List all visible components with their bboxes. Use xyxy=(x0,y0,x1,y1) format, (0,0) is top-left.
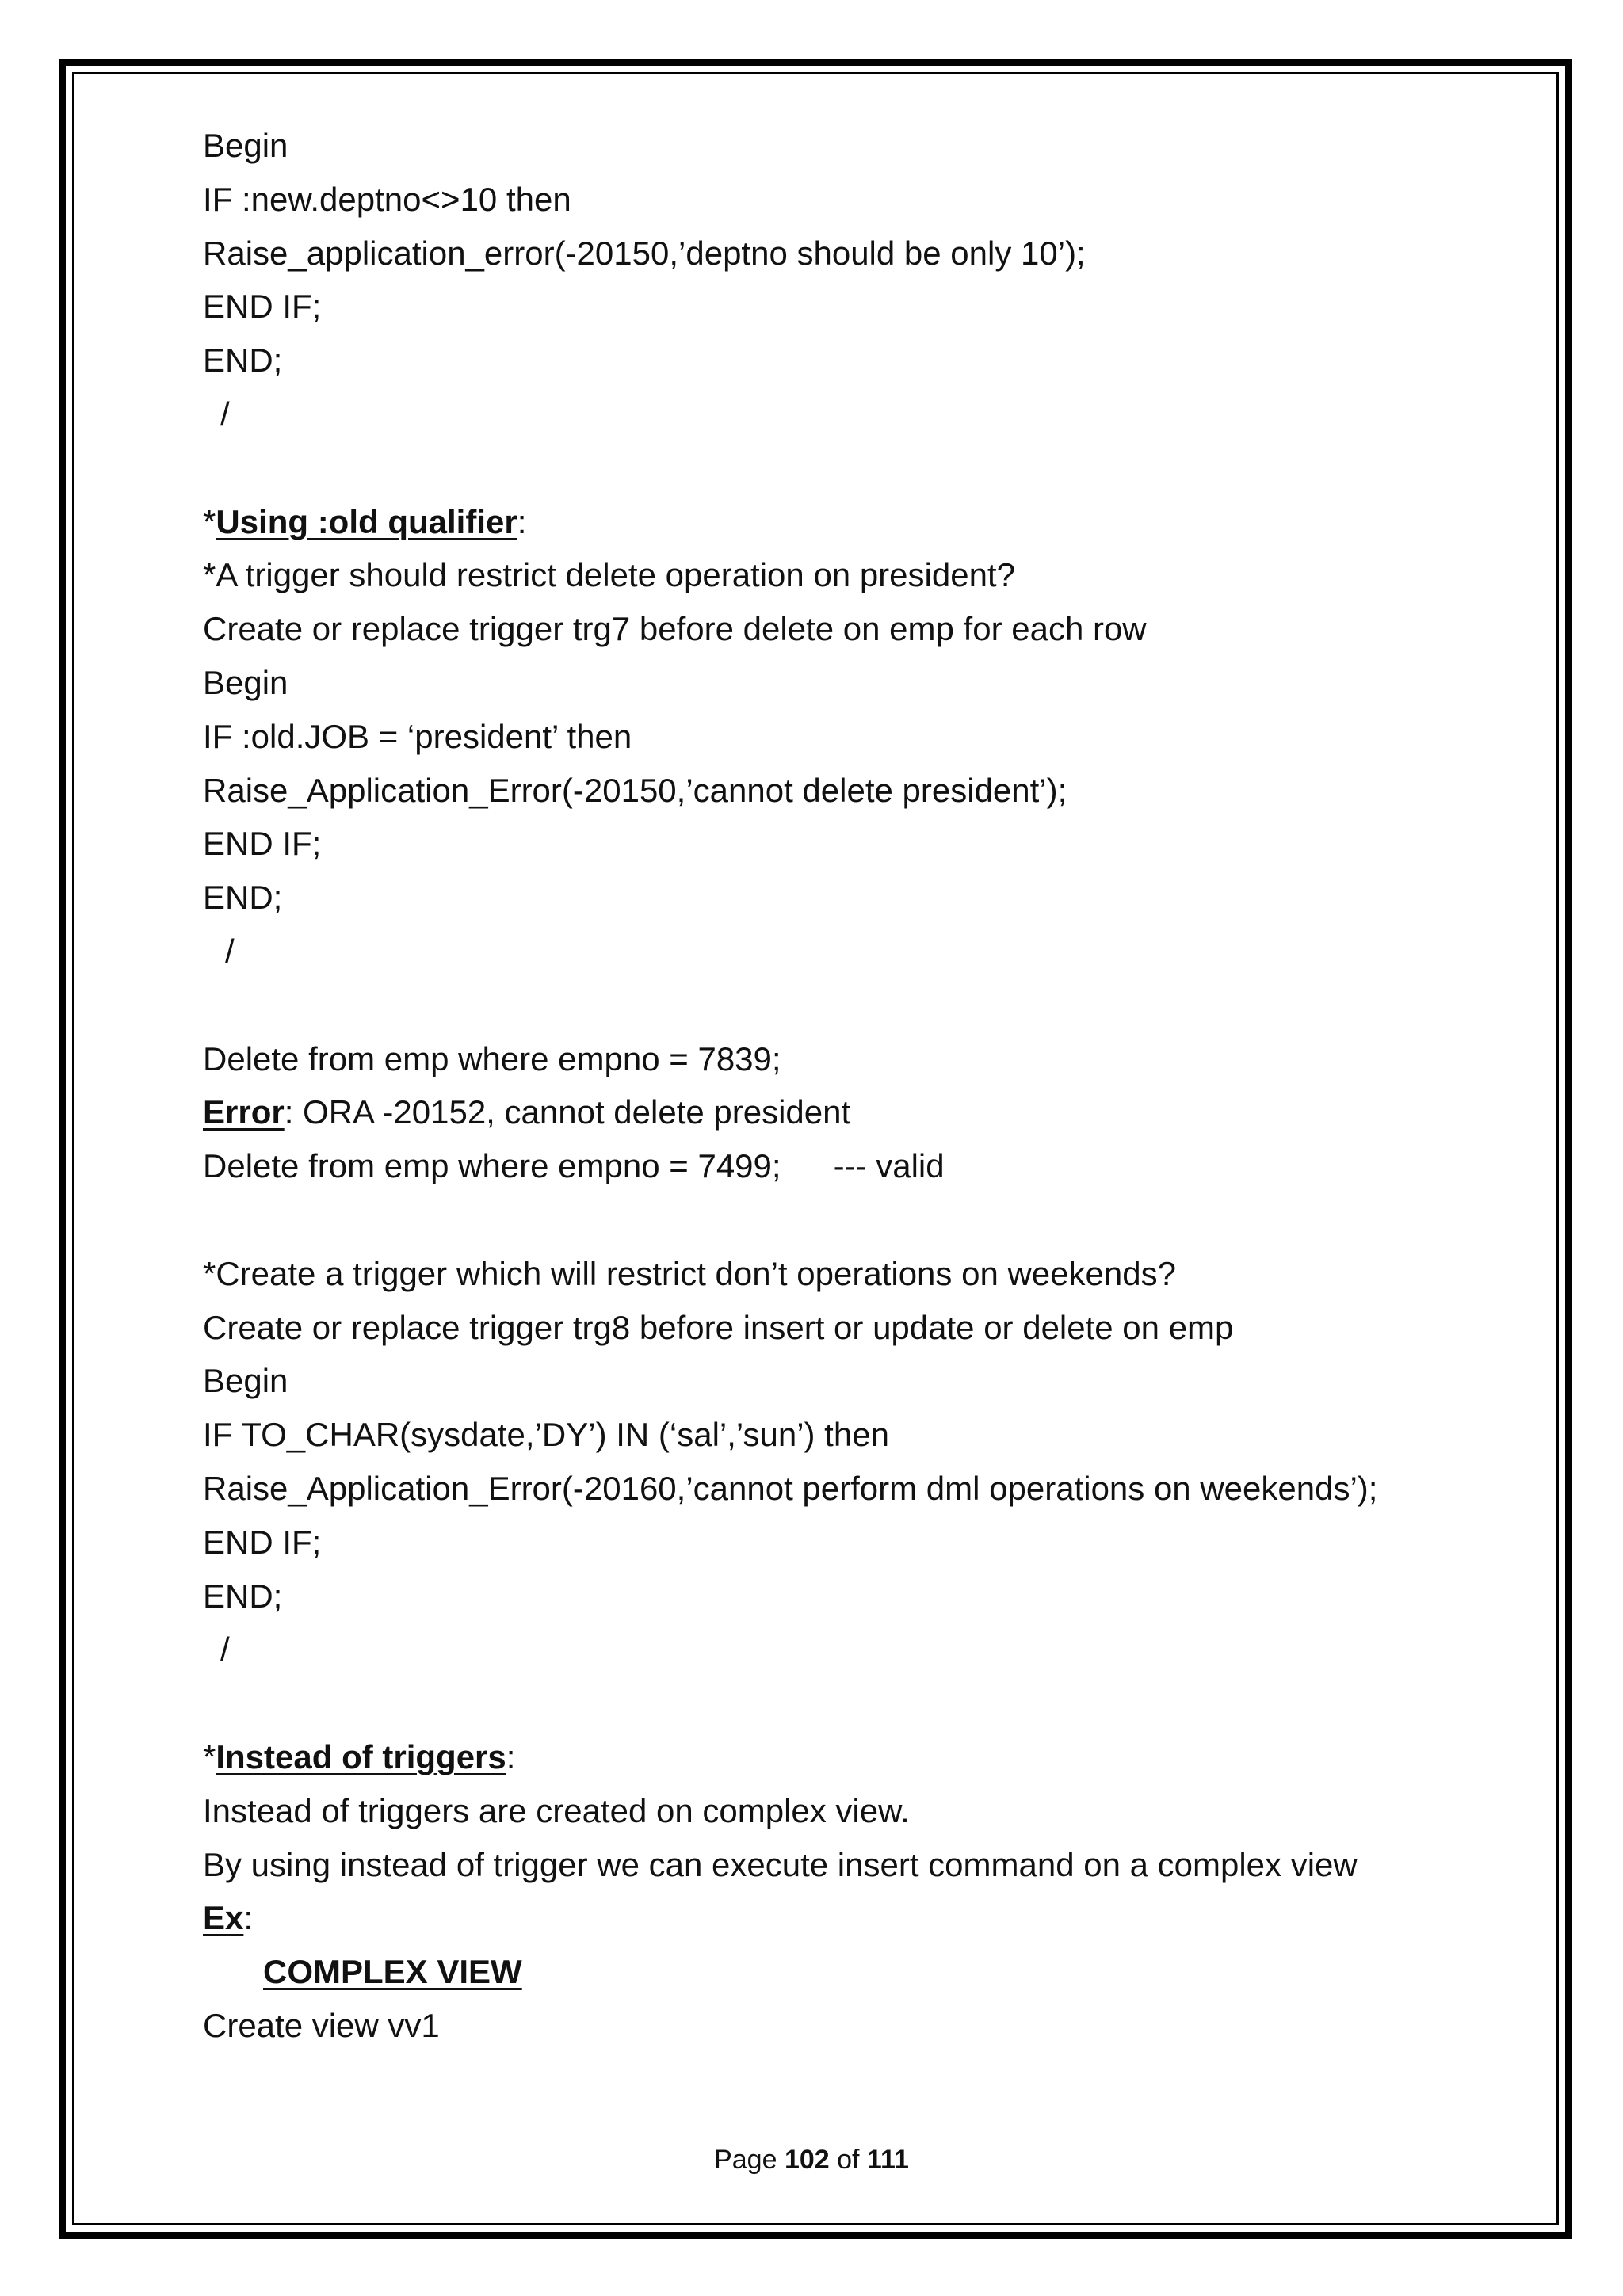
code-line: Raise_application_error(-20150,’deptno should be only 10’); xyxy=(203,234,1086,272)
heading-colon: : xyxy=(506,1737,516,1775)
blank-line xyxy=(203,1193,1503,1247)
document-body xyxy=(203,119,1503,2053)
section-heading-old-qualifier xyxy=(203,495,1503,549)
error-text: : ORA -20152, cannot delete president xyxy=(284,1093,851,1131)
error-label: Error xyxy=(203,1093,285,1131)
code-line: END; xyxy=(203,1577,283,1615)
question-line: *A trigger should restrict delete operation on president? xyxy=(203,556,1015,594)
complex-view-heading: COMPLEX VIEW xyxy=(263,1953,522,1991)
code-line: Begin xyxy=(203,663,288,701)
code-slash: / xyxy=(220,1630,230,1669)
heading-text: Instead of triggers xyxy=(216,1737,506,1775)
code-statement: Delete from emp where empno = 7499; xyxy=(203,1147,781,1185)
code-note: --- valid xyxy=(833,1147,945,1185)
code-slash: / xyxy=(220,395,230,433)
code-line: Raise_Application_Error(-20150,’cannot delete president’); xyxy=(203,771,1067,809)
footer-middle: of xyxy=(829,2145,867,2175)
code-line: END IF; xyxy=(203,1523,322,1561)
error-line xyxy=(203,1085,1503,1139)
code-line: Delete from emp where empno = 7839; xyxy=(203,1039,781,1077)
example-label: Ex xyxy=(203,1899,244,1937)
code-line: IF :old.JOB = ‘president’ then xyxy=(203,717,632,755)
heading-star: * xyxy=(203,1737,216,1775)
code-line: Create view vv1 xyxy=(203,2006,440,2044)
code-line: Begin xyxy=(203,127,288,164)
footer-total-pages: 111 xyxy=(866,2145,909,2175)
blank-line xyxy=(203,441,1503,495)
code-line: IF :new.deptno<>10 then xyxy=(203,180,571,218)
example-colon: : xyxy=(243,1899,254,1937)
heading-colon: : xyxy=(517,502,527,540)
blank-line xyxy=(203,978,1503,1032)
code-line: Raise_Application_Error(-20160,’cannot perform dml operations on weekends’); xyxy=(203,1469,1378,1507)
paragraph-line: Instead of triggers are created on complex view. xyxy=(203,1791,910,1829)
code-line: Create or replace trigger trg7 before delete on emp for each row xyxy=(203,610,1147,648)
code-line: Begin xyxy=(203,1362,288,1400)
heading-star: * xyxy=(203,502,216,540)
page-footer xyxy=(0,2144,1623,2176)
code-line-with-note xyxy=(203,1139,1503,1193)
code-slash: / xyxy=(225,932,235,970)
code-line: Create or replace trigger trg8 before insert or update or delete on emp xyxy=(203,1308,1234,1346)
code-line: END IF; xyxy=(203,825,322,863)
paragraph-line: By using instead of trigger we can execute insert command on a complex view xyxy=(203,1845,1358,1883)
footer-prefix: Page xyxy=(714,2145,785,2175)
question-line: *Create a trigger which will restrict don’t operations on weekends? xyxy=(203,1254,1176,1292)
code-line: END IF; xyxy=(203,288,322,326)
code-line: IF TO_CHAR(sysdate,’DY’) IN (‘sal’,’sun’) then xyxy=(203,1416,889,1454)
heading-text: Using :old qualifier xyxy=(216,502,517,540)
complex-view-heading-line xyxy=(203,1945,1503,1999)
code-line: END; xyxy=(203,879,283,917)
example-label-line xyxy=(203,1891,1503,1945)
section-heading-instead-of-triggers xyxy=(203,1730,1503,1784)
blank-line xyxy=(203,1676,1503,1730)
code-line: END; xyxy=(203,341,283,379)
footer-current-page: 102 xyxy=(784,2145,830,2175)
